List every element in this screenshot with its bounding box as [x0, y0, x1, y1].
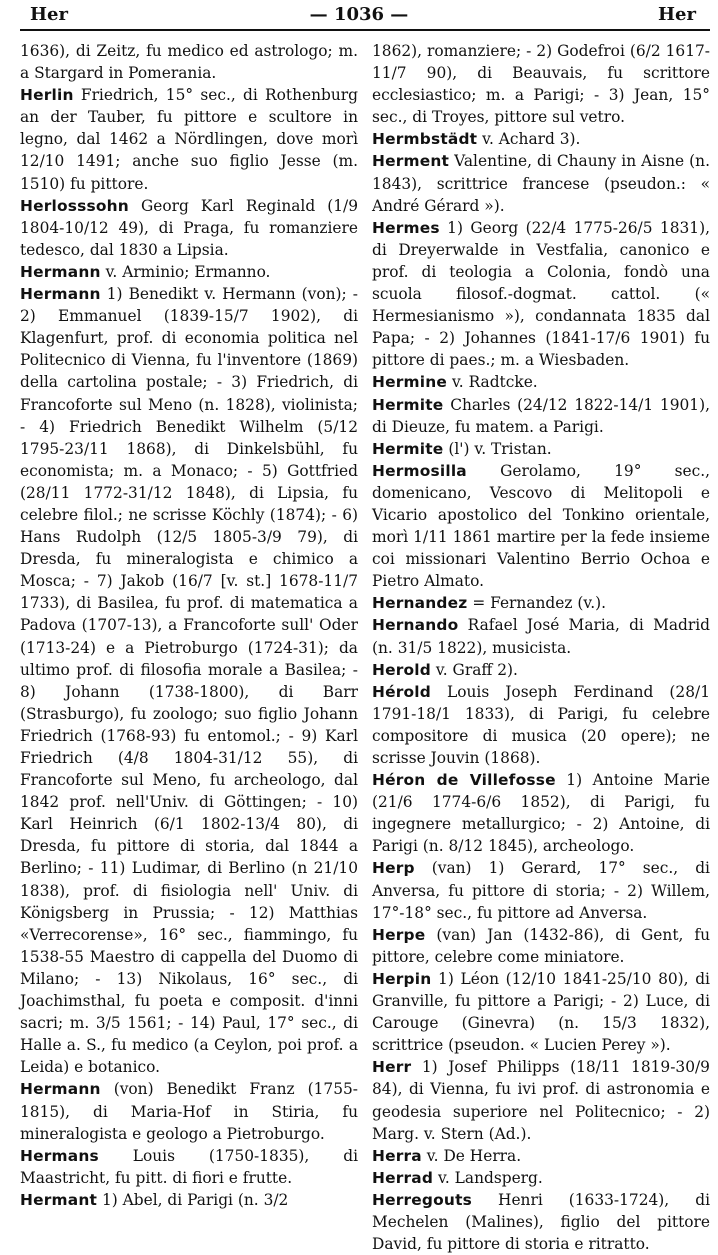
entry-text: Louis (1750-1835), di Maastricht, fu pitt. di fiori e frutte. — [20, 1146, 358, 1187]
entry-headword: Herp — [372, 859, 415, 878]
dictionary-entry — [20, 261, 358, 283]
entry-headword: Hermosilla — [372, 461, 467, 480]
entry-headword: Herpin — [372, 969, 432, 988]
entry-headword: Herra — [372, 1146, 422, 1165]
entry-headword: Hérold — [372, 682, 431, 701]
entry-headword: Herlin — [20, 86, 74, 105]
entry-headword: Hernando — [372, 616, 459, 635]
entry-headword: Hermann — [20, 1080, 101, 1099]
entry-text: Charles (24/12 1822-14/1 1901), di Dieuze, fu matem. a Parigi. — [372, 395, 710, 436]
entry-headword: Hermant — [20, 1190, 98, 1209]
entry-headword: Herrad — [372, 1168, 434, 1187]
entry-text: (van) Jan (1432-86), di Gent, fu pittore, celebre come miniatore. — [372, 925, 710, 966]
entry-text: 1) Antoine Marie (21/6 1774-6/6 1852), di Parigi, fu ingegnere metallurgico; - 2) Antoine, di Parigi (n. 8/12 1845), archeologo. — [372, 771, 710, 856]
dictionary-entry — [372, 614, 710, 658]
dictionary-entry — [372, 924, 710, 968]
entry-headword: Héron de Villefosse — [372, 771, 556, 790]
entry-text: 1) Josef Philipps (18/11 1819-30/9 84), di Vienna, fu ivi prof. di astronomia e geodesia superiore nel Politecnico; - 2) Marg. v. Stern (Ad.). — [372, 1058, 710, 1143]
dictionary-entry — [372, 681, 710, 769]
dictionary-entry — [20, 1078, 358, 1144]
entry-headword: Hermann — [20, 285, 101, 304]
dictionary-entry — [372, 857, 710, 923]
dictionary-entry — [372, 592, 710, 614]
entry-text: Louis Joseph Ferdinand (28/1 1791-18/1 1833), di Parigi, fu celebre compositore di musica (20 opere); ne scrisse Jouvin (1868). — [372, 682, 710, 767]
entry-headword: Hermite — [372, 439, 444, 458]
entry-headword: Hermine — [372, 373, 448, 392]
column-right — [372, 40, 710, 1254]
entry-text: = Fernandez (v.). — [472, 594, 607, 613]
dictionary-entry — [372, 1145, 710, 1167]
entry-headword: Herold — [372, 660, 431, 679]
dictionary-entry — [20, 40, 358, 84]
entry-headword: Hernandez — [372, 594, 468, 613]
dictionary-entry — [372, 217, 710, 372]
dictionary-entry — [372, 769, 710, 857]
entry-text: 1862), romanziere; - 2) Godefroi (6/2 1617-11/7 90), di Beauvais, fu scrittore ecclesiastico; m. a Parigi; - 3) Jean, 15° sec., di Troyes, pittore sul vetro. — [372, 42, 710, 127]
dictionary-entry — [372, 438, 710, 460]
entry-text: 1) Abel, di Parigi (n. 3/2 — [101, 1190, 289, 1209]
entry-text: Henri (1633-1724), di Mechelen (Malines), figlio del pittore David, fu pittore di storia e ritratto. — [372, 1190, 710, 1254]
entry-text: Rafael José Maria, di Madrid (n. 31/5 1822), musicista. — [372, 616, 710, 657]
page-header — [0, 0, 718, 36]
header-right-guide-word: Her — [658, 4, 696, 25]
entry-text: v. Arminio; Ermanno. — [105, 262, 271, 281]
entry-headword: Hermbstädt — [372, 130, 478, 149]
entry-headword: Hermans — [20, 1146, 99, 1165]
header-rule — [20, 29, 710, 31]
dictionary-entry — [372, 460, 710, 593]
entry-text: Gerolamo, 19° sec., domenicano, Vescovo di Melitopoli e Vicario apostolico del Tonkino orientale, morì 1/11 1861 martire per la fede insieme coi missionari Valentino Berrio Ochoa e Pietro Almato. — [372, 461, 710, 591]
entry-headword: Hermes — [372, 218, 440, 237]
entry-text: Georg Karl Reginald (1/9 1804-10/12 49), di Praga, fu romanziere tedesco, dal 1830 a Lipsia. — [20, 196, 358, 259]
dictionary-entry — [372, 968, 710, 1056]
dictionary-entry — [20, 195, 358, 261]
entry-headword: Herment — [372, 152, 450, 171]
entry-headword: Herlosssohn — [20, 196, 129, 215]
dictionary-entry — [372, 1056, 710, 1144]
entry-headword: Herr — [372, 1058, 412, 1077]
entry-text: v. Radtcke. — [451, 373, 538, 392]
entry-text: Friedrich, 15° sec., di Rothenburg an der Tauber, fu pittore e scultore in legno, dal 1462 a Nördlingen, dove morì 12/10 1491; anche suo figlio Jesse (m. 1510) fu pittore. — [20, 86, 358, 193]
entry-text: 1636), di Zeitz, fu medico ed astrologo; m. a Stargard in Pomerania. — [20, 42, 358, 83]
dictionary-entry — [20, 283, 358, 1078]
column-left — [20, 40, 358, 1209]
entry-text: 1) Georg (22/4 1775-26/5 1831), di Dreyerwalde in Vestfalia, canonico e prof. di teologia a Colonia, fondò una scuola filosof.-dogmat. cattol. (« Hermesianismo »), condannata 1835 dal Papa; - 2) Johannes (1841-17/6 1901) fu pittore di paes.; m. a Wiesbaden. — [372, 218, 710, 370]
entry-headword: Hermann — [20, 262, 101, 281]
entry-headword: Herpe — [372, 925, 426, 944]
entry-text: (van) 1) Gerard, 17° sec., di Anversa, fu pittore di storia; - 2) Willem, 17°-18° sec., fu pittore ad Anversa. — [372, 859, 710, 922]
entry-text: 1) Benedikt v. Hermann (von); - 2) Emmanuel (1839-15/7 1902), di Klagenfurt, prof. di economia politica nel Politecnico di Vienna, fu l'inventore (1869) della cartolina postale; - 3) Friedrich, di Francoforte sul Meno (n. 1828), violinista; - 4) Friedrich Benedikt Wilhelm (5/12 1795-23/11 1868), di Dinkelsbühl, fu economista; m. a Monaco; - 5) Gottfried (28/11 1772-31/12 1848), di Lipsia, fu celebre filol.; ne scrisse Köchly (1874); - 6) Hans Rudolph (12/5 1805-3/9 79), di Dresda, fu mineralogista e chimico a Mosca; - 7) Jakob (16/7 [v. st.] 1678-11/7 1733), di Basilea, fu prof. di matematica a Padova (1707-13), a Francoforte sull' Oder (1713-24) e a Pietroburgo (1724-31); da ultimo prof. di filosofia morale a Basilea; - 8) Johann (1738-1800), di Barr (Strasburgo), fu zoologo; suo figlio Johann Friedrich (1768-93) fu entomol.; - 9) Karl Friedrich (4/8 1804-31/12 55), di Francoforte sul Meno, fu archeologo, dal 1842 prof. nell'Univ. di Göttingen; - 10) Karl Heinrich (6/1 1802-13/4 80), di Dresda, fu pittore di storia, dal 1844 a Berlino; - 11) Ludimar, di Berlino (n 21/10 1838), prof. di fisiologia nell' Univ. di Königsberg in Prussia; - 12) Matthias «Verrecorense», 16° sec., fiammingo, fu 1538-55 Maestro di cappella del Duomo di Milano; - 13) Nikolaus, 16° sec., di Joachimsthal, fu poeta e composit. d'inni sacri; m. 3/5 1561; - 14) Paul, 17° sec., di Halle a. S., fu medico (a Ceylon, poi prof. a Leida) e botanico. — [20, 285, 358, 1077]
dictionary-entry — [372, 394, 710, 438]
dictionary-entry — [372, 659, 710, 681]
dictionary-entry — [372, 40, 710, 128]
entry-text: (l') v. Tristan. — [448, 439, 552, 458]
dictionary-entry — [372, 1167, 710, 1189]
dictionary-entry — [20, 1189, 358, 1211]
page-number: — 1036 — — [309, 4, 409, 25]
entry-headword: Hermite — [372, 395, 444, 414]
dictionary-entry — [372, 371, 710, 393]
entry-text: v. Graff 2). — [435, 660, 518, 679]
entry-text: (von) Benedikt Franz (1755-1815), di Maria-Hof in Stiria, fu mineralogista e geologo a Pietroburgo. — [20, 1080, 358, 1143]
entry-text: Valentine, di Chauny in Aisne (n. 1843), scrittrice francese (pseudon.: « André Gérard »). — [372, 152, 710, 215]
dictionary-entry — [372, 150, 710, 216]
entry-text: v. De Herra. — [426, 1146, 522, 1165]
header-left-guide-word: Her — [30, 4, 68, 25]
entry-text: v. Achard 3). — [482, 130, 581, 149]
dictionary-entry — [20, 1145, 358, 1189]
entry-text: 1) Léon (12/10 1841-25/10 80), di Granville, fu pittore a Parigi; - 2) Luce, di Carouge (Ginevra) (n. 15/3 1832), scrittrice (pseudon. « Lucien Perey »). — [372, 969, 710, 1055]
entry-headword: Herregouts — [372, 1190, 473, 1209]
dictionary-entry — [372, 128, 710, 150]
dictionary-entry — [20, 84, 358, 194]
entry-text: v. Landsperg. — [438, 1168, 543, 1187]
dictionary-entry — [372, 1189, 710, 1255]
